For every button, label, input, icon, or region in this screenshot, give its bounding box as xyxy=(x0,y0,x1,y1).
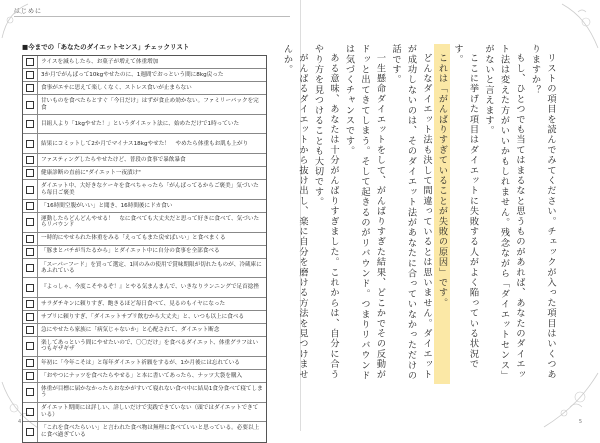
floral-ornament-top-left xyxy=(0,0,30,40)
checklist-item-text: ダイエット中、大好きなケーキを食べちゃったら「がんばってるからご褒美」気づいたら毎日ご褒美 xyxy=(41,183,259,196)
checkbox[interactable] xyxy=(23,357,38,369)
body-paragraph: 一生懸命ダイエットをして、がんばりすぎた結果、どこかでその反動がドッと出てきてしまう。そして起きるのがリバウンド。つまりリバウンドは気づくチャンスです。 xyxy=(343,44,386,381)
checklist-item-text: 「これを食べたらいい」と言われた食べ物は無理に食べていいと思っている。必要以上に食べ過ぎている xyxy=(41,425,260,438)
checklist-item-text: サラダチキンに頼りすぎ、飽きるほど毎日食べて、見るのもイヤになった xyxy=(41,300,226,307)
checklist-row xyxy=(23,154,266,167)
checkbox[interactable] xyxy=(23,95,38,114)
floral-ornament-top-right xyxy=(560,0,600,50)
checklist-item-text: 健康診断の直前に"ダイエット一夜漬け" xyxy=(41,169,141,176)
checklist-item-text: 一時的にやせられた体重をみる「えってもまた戻せばいい」と食べまくる xyxy=(41,235,226,242)
checkbox[interactable] xyxy=(23,311,38,323)
vertical-body-text xyxy=(279,44,558,384)
checkbox[interactable] xyxy=(23,180,38,199)
checkbox[interactable] xyxy=(23,337,38,356)
checkbox[interactable] xyxy=(23,154,38,166)
checklist-item-text: 「おやつにナッツを食べたらやせる」と本に書いてあったら、ナッツ大袋を購入 xyxy=(41,372,243,379)
left-page xyxy=(0,0,301,438)
checklist-row xyxy=(23,403,266,423)
checklist-row xyxy=(23,259,266,279)
checkbox[interactable] xyxy=(23,82,38,94)
body-paragraph: ここに挙げた項目はダイエットに失敗する人がよく陥っている状況です。 xyxy=(452,44,479,370)
body-paragraph: ある意味、あなたは十分がんばりすぎました。これからは、自分に合うやり方を見つけることも大切です。 xyxy=(312,44,339,380)
checkbox[interactable] xyxy=(23,383,38,402)
checklist-row xyxy=(23,56,266,69)
checklist-item-text: ファスティングしたらやせたけど、普段の食事で暴飲暴食 xyxy=(41,156,186,163)
checkbox[interactable] xyxy=(23,259,38,278)
header-rule xyxy=(14,16,290,17)
checklist-row xyxy=(23,233,266,246)
checklist-title: ■今までの「あなたのダイエットセンス」チェックリスト xyxy=(22,43,190,51)
checkbox[interactable] xyxy=(23,213,38,232)
body-paragraph: もし、ひとつでも当てはまるなと思うものがあれば、あなたのダイエット法は変えた方がいいかもしれません。残念ながら「ダイエットセンス」がないと言えます。 xyxy=(483,44,525,381)
checklist-table xyxy=(22,55,267,443)
checklist-row xyxy=(23,200,266,213)
checklist-row xyxy=(23,95,266,115)
checkbox[interactable] xyxy=(23,403,38,422)
checklist-row xyxy=(23,383,266,403)
checklist-row xyxy=(23,180,266,200)
checklist-row xyxy=(23,370,266,383)
checklist-item-text: 年初に「今年こそは」と毎年ダイエット祈願をするが、1か月後には忘れている xyxy=(41,359,240,366)
checklist-item-text: 「豚まとバチが当たるから」とダイエット中に自分の食事を全部食べる xyxy=(41,248,220,255)
checklist-item-text: 体重が目標に届かなかったらおなかがすいて寝れない食べ中に結局1食分食べて寝てしまう xyxy=(41,385,263,399)
checklist-row xyxy=(23,357,266,370)
diet-sense-checklist xyxy=(22,42,267,443)
checkbox[interactable] xyxy=(23,56,38,68)
checklist-item-text: 目組人より「1kgやせた！」というダイエット法に、始めただけで1時っていた xyxy=(41,120,240,127)
checklist-row xyxy=(23,298,266,311)
checklist-row xyxy=(23,311,266,324)
checklist-row xyxy=(23,422,266,442)
body-paragraph: リストの項目を読んでみてください。チェックが入った項目はいくつありますか？ xyxy=(529,44,556,380)
checklist-row xyxy=(23,337,266,357)
checklist-item-text: 食事がエサに思えて楽しくなく、ストレス食いが止まらない xyxy=(41,84,192,91)
checklist-item-text: ダイエット期間には詳しい、詳しいだけで実践できていない（頭ではダイエットできている） xyxy=(41,405,259,418)
checklist-row xyxy=(23,69,266,82)
checkbox[interactable] xyxy=(23,370,38,382)
body-paragraph: がんばるダイエットから抜け出し、楽に自分を磨ける方法を見つけませんか。 xyxy=(281,44,308,380)
highlighted-paragraph: これは「がんばりすぎていることが失敗の原因」です。 xyxy=(434,44,450,384)
checklist-row xyxy=(23,246,266,259)
checkbox[interactable] xyxy=(23,200,38,212)
checkbox[interactable] xyxy=(23,115,38,134)
checklist-row xyxy=(23,82,266,95)
checklist-row xyxy=(23,115,266,135)
checklist-row xyxy=(23,167,266,180)
checkbox[interactable] xyxy=(23,246,38,258)
checklist-item-text: 『よっしゃ、今度こそやるぞ！』とやる気まんまんで、いきなりランニングで足首捻挫 xyxy=(41,284,259,291)
checklist-item-text: 楽してあっという間にやせたいので、〇〇だけ」を食べるダイエット、体重グラフはいつもギザギザ xyxy=(41,339,259,353)
right-page xyxy=(281,0,600,431)
checklist-item-text: 3か月でがんばって10kgやせたのに、1週間でおっという間に8kg戻った xyxy=(41,71,224,78)
checklist-row xyxy=(23,324,266,337)
page-number-right: 5 xyxy=(578,419,582,425)
page-number-left: 4 xyxy=(18,419,22,425)
checklist-row xyxy=(23,134,266,154)
checkbox[interactable] xyxy=(23,278,38,297)
checklist-row xyxy=(23,213,266,233)
checklist-item-text: ライスを減らしたら、お菓子が増えて体重増加 xyxy=(41,58,159,65)
checkbox[interactable] xyxy=(23,167,38,179)
checkbox[interactable] xyxy=(23,69,38,81)
checkbox[interactable] xyxy=(23,233,38,245)
checkbox[interactable] xyxy=(23,324,38,336)
checklist-item-text: 急にやせたら家族に「病気じゃないか」と心配されて、ダイエット断念 xyxy=(41,326,220,333)
checklist-item-text: 運動したらどんどんやせる！ なに食べても大丈夫だと思って好きに食べて、気づいたらリバウンド xyxy=(41,215,260,229)
checkbox[interactable] xyxy=(23,134,38,153)
body-paragraph: どんなダイエット法も決して間違っているとは思いません。ダイエットが成功しないのは、そのダイエット法があなたに合っていなかっただけの話です。 xyxy=(390,44,432,381)
running-head: はじめに xyxy=(14,8,43,15)
checklist-row xyxy=(23,278,266,298)
checklist-item-text: サプリに頼りすぎ、「ダイエットサプリ飲むから大丈夫」と、いつも以上に食べる xyxy=(41,313,245,320)
checklist-item-text: 甘いものを食べたらとすぐ「今日だけ」はずが食止め効かない。ファミリーパックを完食 xyxy=(41,98,259,111)
checklist-item-text: 結果にコミットして2か月でマイナス18kgやせた！ やめたら体重もお肌も上がり xyxy=(41,140,249,147)
checklist-item-text: 「スーパーフード」を買って選定、1回のみの使用で賞味期限が切れたものが、冷蔵庫にあふれている xyxy=(41,261,262,275)
checkbox[interactable] xyxy=(23,422,38,442)
checkbox[interactable] xyxy=(23,298,38,310)
checklist-item-text: 「16時間空腹がいい」と聞き、16時間後にドカ食い xyxy=(41,202,173,209)
